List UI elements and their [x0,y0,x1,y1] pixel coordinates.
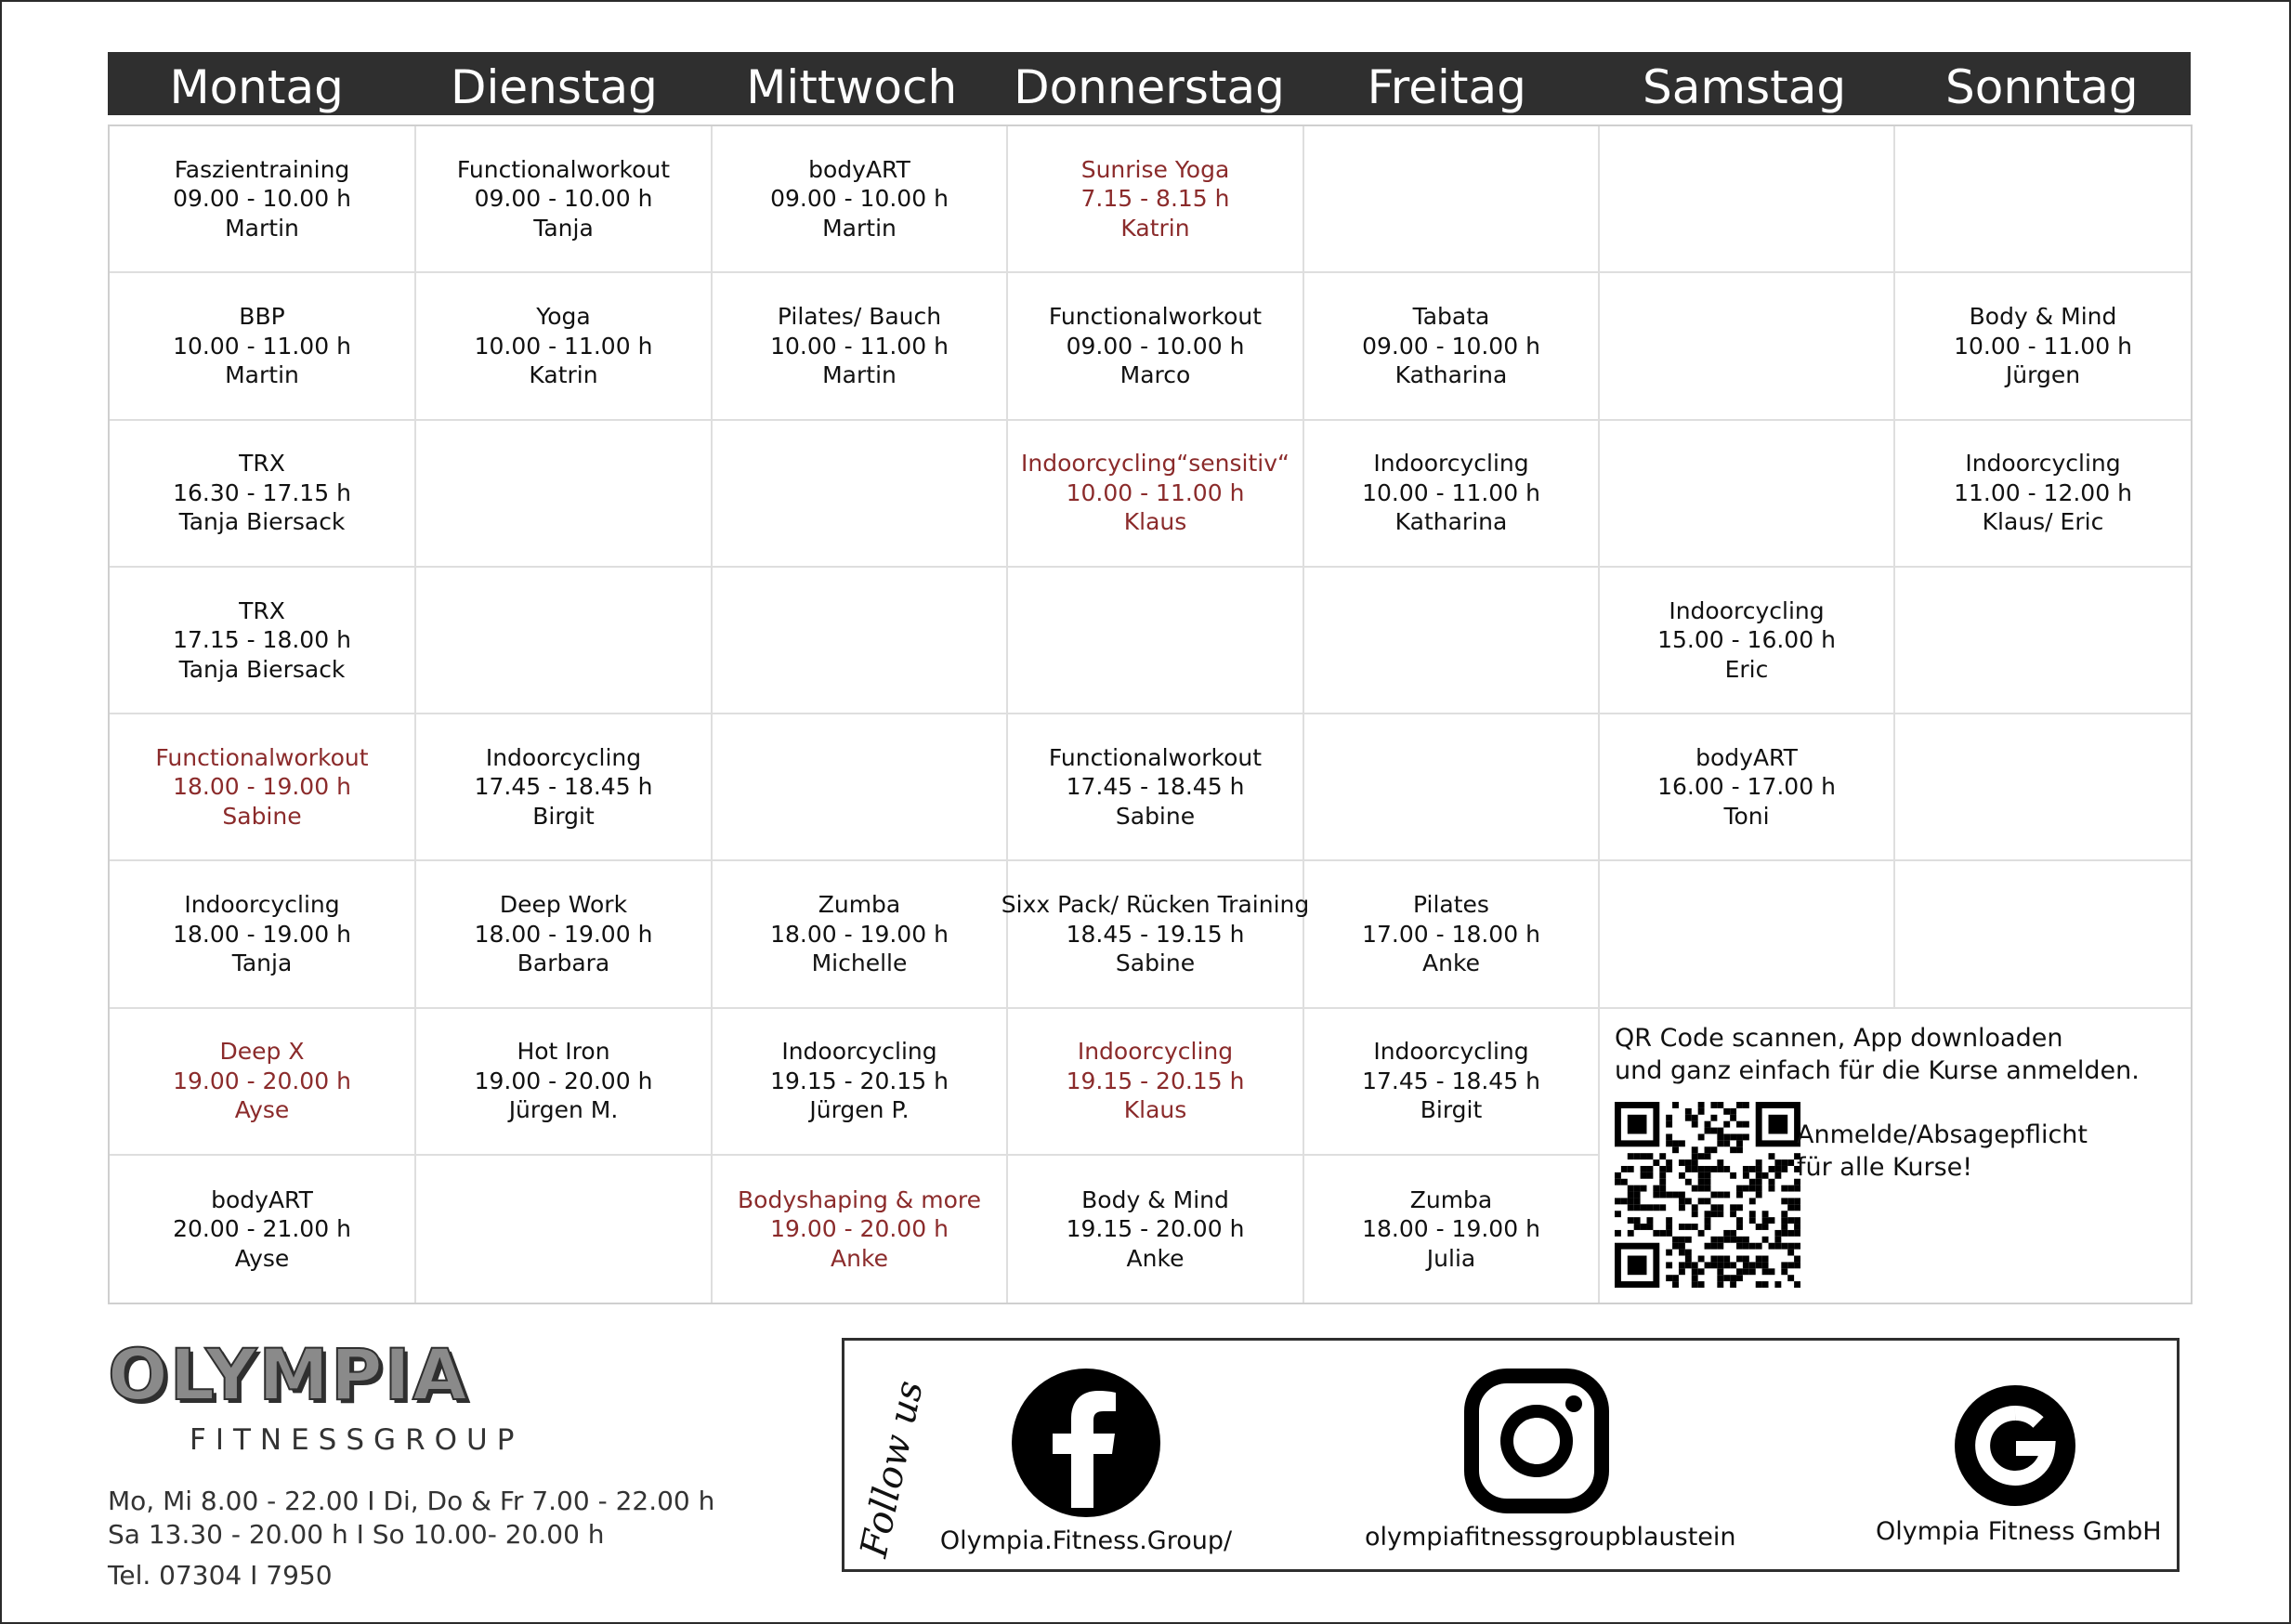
class-time: 10.00 - 11.00 h [770,332,949,360]
duty-line-2: für alle Kurse! [1797,1152,1973,1182]
class-name: Hot Iron [517,1038,610,1066]
day-header-mittwoch: Mittwoch [746,60,958,114]
class-name: Bodyshaping & more [738,1185,981,1213]
class-time: 10.00 - 11.00 h [1954,332,2132,360]
class-time: 10.00 - 11.00 h [1066,478,1245,506]
class-name: Indoorcycling [184,891,340,919]
follow-us-label [850,1350,932,1564]
olympia-logo [108,1333,524,1457]
instructor-name: Katharina [1394,361,1508,389]
empty-slot [713,568,1008,714]
instructor-name: Tanja [533,214,594,242]
class-slot [713,273,1008,420]
class-slot [1304,1156,1600,1303]
opening-hours [108,1485,714,1592]
instructor-name: Barbara [517,950,610,977]
class-slot [1008,421,1304,568]
class-name: Sunrise Yoga [1080,155,1230,183]
empty-slot [1600,421,1895,568]
instructor-name: Michelle [811,950,908,977]
instructor-name: Katrin [1120,214,1190,242]
phone-number: Tel. 07304 I 7950 [108,1560,333,1591]
instructor-name: Martin [225,214,299,242]
hours-weekend: Sa 13.30 - 20.00 h I So 10.00- 20.00 h [108,1519,605,1550]
instructor-name: Jürgen M. [508,1096,619,1124]
empty-slot [1895,568,2191,714]
instructor-name: Martin [225,361,299,389]
class-time: 18.00 - 19.00 h [173,773,351,801]
duty-line-1: Anmelde/Absagepflicht [1797,1120,2088,1149]
class-slot [1304,273,1600,420]
instructor-name: Ayse [234,1096,290,1124]
class-name: Tabata [1412,303,1490,331]
class-slot [110,273,416,420]
instructor-name: Tanja Biersack [178,655,346,683]
empty-slot [1600,861,1895,1008]
instructor-name: Katrin [529,361,598,389]
class-time: 09.00 - 10.00 h [1362,332,1540,360]
class-name: TRX [239,596,285,624]
facebook-icon[interactable] [1012,1369,1160,1517]
class-name: Indoorcycling [485,743,642,771]
google-icon[interactable] [1955,1385,2075,1506]
class-time: 16.30 - 17.15 h [173,478,351,506]
class-slot [110,1009,416,1156]
facebook-label[interactable]: Olympia.Fitness.Group/ [939,1526,1233,1555]
class-name: Sixx Pack/ Rücken Training [1001,891,1310,919]
class-name: Pilates/ Bauch [777,303,942,331]
class-slot [1008,126,1304,273]
class-name: TRX [239,450,285,478]
class-name: Indoorcycling [1373,450,1529,478]
empty-slot [1895,126,2191,273]
class-name: Zumba [1409,1185,1493,1213]
class-slot [110,421,416,568]
weekday-header [108,52,2191,115]
class-slot [416,273,713,420]
class-slot [1600,568,1895,714]
class-time: 18.00 - 19.00 h [474,920,653,948]
schedule-grid [108,124,2193,1304]
instructor-name: Sabine [1115,950,1196,977]
empty-slot [1304,568,1600,714]
class-slot [110,861,416,1008]
instructor-name: Julia [1426,1244,1476,1272]
empty-slot [1600,126,1895,273]
class-time: 17.45 - 18.45 h [1066,773,1245,801]
instagram-icon[interactable] [1464,1369,1609,1513]
class-name: Yoga [536,303,591,331]
class-name: Indoorcycling [1077,1038,1234,1066]
qr-info-box [1600,1009,2191,1303]
day-header-freitag: Freitag [1367,60,1526,114]
class-time: 10.00 - 11.00 h [173,332,351,360]
instagram-label[interactable]: olympiafitnessgroupblaustein [1365,1523,1736,1552]
class-slot [1008,273,1304,420]
class-name: bodyART [1695,743,1798,771]
instructor-name: Anke [1422,950,1480,977]
class-name: Functionalworkout [155,743,369,771]
class-time: 19.00 - 20.00 h [173,1067,351,1094]
empty-slot [1304,714,1600,861]
instructor-name: Martin [822,214,897,242]
class-time: 09.00 - 10.00 h [1066,332,1245,360]
class-name: Indoorcycling [1373,1038,1529,1066]
class-slot [110,1156,416,1303]
class-name: Deep X [219,1038,305,1066]
class-time: 18.00 - 19.00 h [770,920,949,948]
instructor-name: Anke [1126,1244,1185,1272]
instructor-name: Klaus [1123,508,1187,536]
instructor-name: Klaus/ Eric [1982,508,2104,536]
class-time: 19.15 - 20.00 h [1066,1215,1245,1243]
day-header-samstag: Samstag [1643,60,1847,114]
class-name: Body & Mind [1969,303,2117,331]
brand-name: OLYMPIA [108,1333,469,1416]
class-time: 17.45 - 18.45 h [1362,1067,1540,1094]
class-time: 19.15 - 20.15 h [770,1067,949,1094]
class-name: Faszientraining [174,155,350,183]
day-header-dienstag: Dienstag [450,60,658,114]
class-name: Functionalworkout [1048,743,1263,771]
class-slot [416,714,713,861]
empty-slot [1600,273,1895,420]
class-time: 18.45 - 19.15 h [1066,920,1245,948]
day-header-donnerstag: Donnerstag [1014,60,1285,114]
class-slot [1008,1156,1304,1303]
class-slot [110,568,416,714]
instructor-name: Martin [822,361,897,389]
class-slot [713,861,1008,1008]
qr-instructions [1615,1022,2140,1087]
instructor-name: Jürgen [2005,361,2081,389]
class-name: Pilates [1413,891,1489,919]
class-time: 18.00 - 19.00 h [1362,1215,1540,1243]
class-name: Indoorcycling [781,1038,937,1066]
class-slot [713,1156,1008,1303]
class-time: 09.00 - 10.00 h [474,185,653,213]
brand-subtitle: FITNESSGROUP [190,1423,524,1457]
class-time: 19.15 - 20.15 h [1066,1067,1245,1094]
class-name: Functionalworkout [1048,303,1263,331]
class-slot [1304,861,1600,1008]
instructor-name: Klaus [1123,1096,1187,1124]
instructor-name: Sabine [1115,802,1196,830]
class-name: Body & Mind [1081,1185,1229,1213]
class-time: 17.00 - 18.00 h [1362,920,1540,948]
instructor-name: Eric [1724,655,1769,683]
google-link[interactable] [1876,1369,2162,1546]
class-time: 09.00 - 10.00 h [770,185,949,213]
class-time: 16.00 - 17.00 h [1657,773,1836,801]
empty-slot [416,421,713,568]
qr-text-line-2: und ganz einfach für die Kurse anmelden. [1615,1055,2140,1085]
class-time: 7.15 - 8.15 h [1080,185,1230,213]
class-name: Deep Work [499,891,628,919]
google-label[interactable]: Olympia Fitness GmbH [1876,1517,2162,1546]
instructor-name: Anke [831,1244,888,1272]
instructor-name: Sabine [222,802,302,830]
instructor-name: Toni [1723,802,1770,830]
class-name: Zumba [818,891,901,919]
instructor-name: Jürgen P. [809,1096,910,1124]
empty-slot [1895,714,2191,861]
instructor-name: Birgit [532,802,595,830]
class-name: BBP [239,303,285,331]
day-header-montag: Montag [169,60,344,114]
class-name: bodyART [808,155,910,183]
class-slot [1600,714,1895,861]
svg-text:Follow us: Follow us [852,1377,932,1562]
class-slot [1001,861,1310,1008]
instructor-name: Ayse [234,1244,290,1272]
class-slot [1895,273,2191,420]
facebook-link[interactable] [928,1369,1244,1555]
instructor-name: Tanja [231,950,293,977]
class-name: Functionalworkout [456,155,671,183]
class-slot [416,861,713,1008]
class-slot [1304,421,1600,568]
class-time: 11.00 - 12.00 h [1954,478,2132,506]
qr-text-line-1: QR Code scannen, App downloaden [1615,1023,2063,1053]
class-name: Indoorcycling [1669,596,1825,624]
instructor-name: Marco [1119,361,1191,389]
empty-slot [1008,568,1304,714]
hours-weekdays: Mo, Mi 8.00 - 22.00 I Di, Do & Fr 7.00 - 22.00 h [108,1486,715,1516]
class-time: 15.00 - 16.00 h [1657,626,1836,654]
empty-slot [1895,861,2191,1008]
class-time: 09.00 - 10.00 h [173,185,351,213]
instructor-name: Birgit [1420,1096,1483,1124]
class-slot [416,1009,713,1156]
empty-slot [713,421,1008,568]
class-slot [1895,421,2191,568]
class-name: bodyART [211,1185,313,1213]
class-time: 19.00 - 20.00 h [770,1215,949,1243]
class-name: Indoorcycling“sensitiv“ [1021,450,1290,478]
empty-slot [713,714,1008,861]
instructor-name: Katharina [1394,508,1508,536]
booking-duty-note [1797,1119,2088,1184]
instagram-link[interactable] [1365,1369,1736,1552]
qr-code[interactable] [1615,1102,1800,1288]
class-slot [416,126,713,273]
class-slot [1008,1009,1304,1156]
class-name: Indoorcycling [1965,450,2121,478]
class-time: 17.15 - 18.00 h [173,626,351,654]
class-slot [713,1009,1008,1156]
instructor-name: Tanja Biersack [178,508,346,536]
class-slot [1008,714,1304,861]
class-slot [110,714,416,861]
day-header-sonntag: Sonntag [1944,60,2139,114]
empty-slot [1304,126,1600,273]
class-time: 18.00 - 19.00 h [173,920,351,948]
empty-slot [416,1156,713,1303]
social-media-box [842,1338,2180,1572]
class-slot [713,126,1008,273]
class-slot [1304,1009,1600,1156]
class-time: 17.45 - 18.45 h [474,773,653,801]
class-time: 10.00 - 11.00 h [1362,478,1540,506]
class-time: 20.00 - 21.00 h [173,1215,351,1243]
class-slot [110,126,416,273]
empty-slot [416,568,713,714]
class-time: 10.00 - 11.00 h [474,332,653,360]
class-time: 19.00 - 20.00 h [474,1067,653,1094]
